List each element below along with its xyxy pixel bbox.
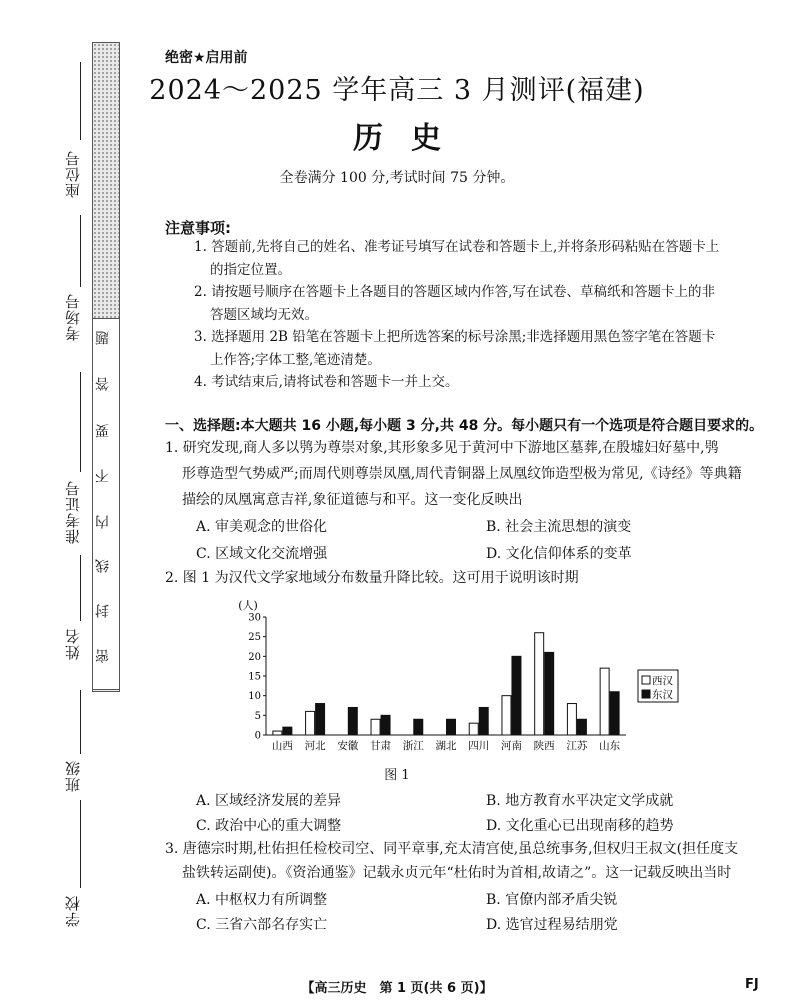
y-tick-label: 20 xyxy=(248,651,261,663)
bar-西汉 xyxy=(273,731,282,735)
bar-东汉 xyxy=(316,704,325,735)
q1-stem-line: 1. 研究发现,商人多以鸮为尊崇对象,其形象多见于黄河中下游地区墓葬,在殷墟妇好墓中,鸮 xyxy=(165,440,719,456)
legend-label: 西汉 xyxy=(652,675,673,687)
chart-bars xyxy=(273,633,619,735)
legend-swatch xyxy=(642,690,650,698)
x-tick-label: 四川 xyxy=(468,740,490,752)
x-tick-label: 江苏 xyxy=(566,740,588,752)
seal-char: 不 xyxy=(95,469,111,483)
chart-tick-labels xyxy=(248,613,620,753)
region-code: FJ xyxy=(745,977,759,992)
q2-option-b: B. 地方教育水平决定文学成就 xyxy=(486,793,674,809)
q2-stem: 2. 图 1 为汉代文学家地域分布数量升降比较。这可用于说明该时期 xyxy=(165,570,579,586)
bar-东汉 xyxy=(348,707,357,735)
seal-char: 答 xyxy=(95,377,111,391)
bar-西汉 xyxy=(535,633,544,735)
class-line xyxy=(80,690,81,754)
legend-label: 东汉 xyxy=(652,689,673,701)
q1-stem-line: 形尊造型气势威严;而周代则尊崇凤凰,周代青铜器上凤凰纹饰造型极为常见,《诗经》等典籍 xyxy=(182,466,742,482)
q1-stem-line: 描绘的凤凰寓意吉祥,象征道德与和平。这一变化反映出 xyxy=(182,492,523,508)
q3-stem-line: 盐铁转运副使)。《资治通鉴》记载永贞元年“杜佑时为首相,故请之”。这一记载反映出当时 xyxy=(182,865,732,881)
q3-stem-line: 3. 唐德宗时期,杜佑担任检校司空、同平章事,充太清宫使,虽总统事务,但权归王叔文(担任度支 xyxy=(165,841,739,857)
bar-东汉 xyxy=(414,719,423,735)
page-footer: 【高三历史 第 1 页(共 6 页)】 xyxy=(301,981,493,996)
seal-char: 线 xyxy=(95,559,111,573)
bar-西汉 xyxy=(600,668,609,735)
q2-option-c: C. 政治中心的重大调整 xyxy=(196,818,342,834)
legend-swatch xyxy=(642,676,650,684)
subject-title: 历史 xyxy=(353,121,469,156)
ticket-number-field: 准考证号 xyxy=(64,480,82,544)
bar-东汉 xyxy=(512,656,521,735)
figure-1-chart xyxy=(226,592,696,762)
class-field: 班级 xyxy=(64,760,82,792)
y-tick-label: 0 xyxy=(254,730,261,742)
name-line xyxy=(80,555,81,621)
seal-char: 题 xyxy=(95,331,111,345)
q1-option-a: A. 审美观念的世俗化 xyxy=(196,519,328,535)
score-time-note: 全卷满分 100 分,考试时间 75 分钟。 xyxy=(279,170,515,186)
notice-line: 答题区域均无效。 xyxy=(210,307,318,323)
q2-option-a: A. 区域经济发展的差异 xyxy=(196,793,342,809)
notice-line: 4. 考试结束后,请将试卷和答题卡一并上交。 xyxy=(194,374,459,390)
bar-西汉 xyxy=(567,704,576,735)
y-tick-label: 5 xyxy=(254,710,261,722)
x-tick-label: 湖北 xyxy=(435,740,457,752)
q2-option-d: D. 文化重心已出现南移的趋势 xyxy=(486,818,674,834)
y-tick-label: 30 xyxy=(248,612,261,624)
bar-东汉 xyxy=(545,652,554,735)
bar-东汉 xyxy=(381,715,390,735)
figure-caption: 图 1 xyxy=(384,768,410,783)
q3-option-d: D. 选官过程易结朋党 xyxy=(486,917,618,933)
x-tick-label: 山东 xyxy=(599,740,621,752)
seat-number-field: 座位号 xyxy=(64,150,82,198)
school-line xyxy=(80,800,81,888)
q1-option-b: B. 社会主流思想的演变 xyxy=(486,519,632,535)
q3-option-c: C. 三省六部名存实亡 xyxy=(196,917,328,933)
seal-char: 要 xyxy=(95,424,111,438)
bar-西汉 xyxy=(502,696,511,735)
q3-option-b: B. 官僚内部矛盾尖锐 xyxy=(486,892,618,908)
y-tick-label: 10 xyxy=(248,691,261,703)
notice-line: 3. 选择题用 2B 铅笔在答题卡上把所选答案的标号涂黑;非选择题用黑色签字笔在答题卡 xyxy=(194,329,716,345)
confidential-mark: 绝密★启用前 xyxy=(165,50,248,66)
notice-line: 的指定位置。 xyxy=(210,262,291,278)
bar-东汉 xyxy=(610,692,619,735)
seal-line-text-box xyxy=(92,318,120,690)
school-field: 学校 xyxy=(64,895,82,927)
q1-option-d: D. 文化信仰体系的变革 xyxy=(486,546,632,562)
exam-room-line xyxy=(80,215,81,287)
name-field: 姓名 xyxy=(64,628,82,660)
x-tick-label: 河北 xyxy=(304,740,326,752)
bar-东汉 xyxy=(577,719,586,735)
seal-char: 密 xyxy=(95,649,111,663)
q1-option-c: C. 区域文化交流增强 xyxy=(196,546,328,562)
notice-line: 上作答;字体工整,笔迹清楚。 xyxy=(210,352,381,368)
y-tick-label: 15 xyxy=(248,671,261,683)
x-tick-label: 甘肃 xyxy=(370,740,392,752)
notice-line: 1. 答题前,先将自己的姓名、准考证号填写在试卷和答题卡上,并将条形码粘贴在答题卡上 xyxy=(194,239,720,255)
x-tick-label: 山西 xyxy=(271,740,293,752)
seal-char: 内 xyxy=(95,515,111,529)
notice-title: 注意事项: xyxy=(165,219,231,237)
seal-char: 封 xyxy=(95,604,111,618)
x-tick-label: 陕西 xyxy=(533,740,555,752)
section-heading: 一、选择题:本大题共 16 小题,每小题 3 分,共 48 分。每小题只有一个选项是符合题目要求的。 xyxy=(165,418,764,434)
bar-东汉 xyxy=(283,727,292,735)
x-tick-label: 安徽 xyxy=(337,740,359,752)
bar-西汉 xyxy=(469,723,478,735)
chart-legend xyxy=(638,670,678,702)
notice-line: 2. 请按题号顺序在答题卡上各题目的答题区域内作答,写在试卷、草稿纸和答题卡上的非 xyxy=(194,284,715,300)
exam-room-field: 考场号 xyxy=(64,293,82,341)
x-tick-label: 浙江 xyxy=(402,740,424,752)
x-tick-label: 河南 xyxy=(500,740,522,752)
bar-东汉 xyxy=(447,719,456,735)
q3-option-a: A. 中枢权力有所调整 xyxy=(196,892,328,908)
y-tick-label: 25 xyxy=(248,632,261,644)
chart-y-label: (人) xyxy=(238,599,258,612)
bar-西汉 xyxy=(306,711,315,735)
ticket-number-line xyxy=(80,372,81,472)
bar-西汉 xyxy=(371,719,380,735)
bar-东汉 xyxy=(479,707,488,735)
exam-title: 2024～2025 学年高三 3 月测评(福建) xyxy=(149,75,645,106)
